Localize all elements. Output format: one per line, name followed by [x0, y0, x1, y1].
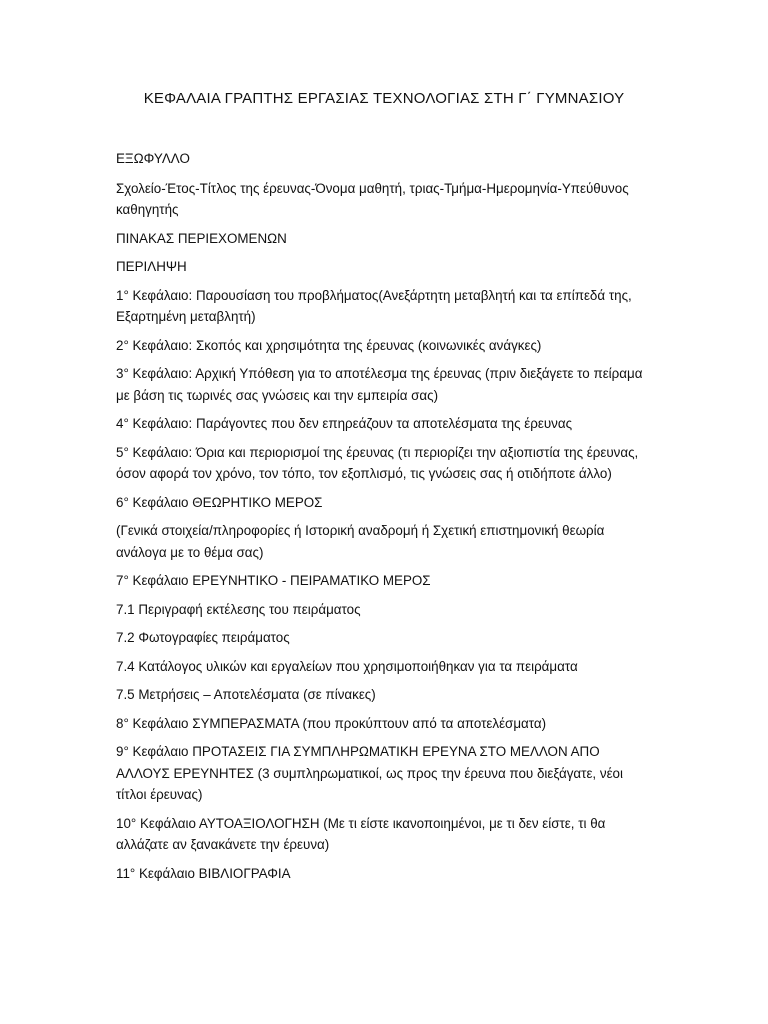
chapter-3: 3° Κεφάλαιο: Αρχική Υπόθεση για το αποτέλεσμα της έρευνας (πριν διεξάγετε το πείραμα με βάση τις τωρινές σας γνώσεις και την εμπειρία σας) [116, 366, 643, 403]
section-abstract: ΠΕΡΙΛΗΨΗ [116, 259, 187, 274]
section-cover: ΕΞΩΦΥΛΛΟ [116, 151, 190, 166]
document-body [116, 148, 656, 891]
chapter-1: 1° Κεφάλαιο: Παρουσίαση του προβλήματος(Ανεξάρτητη μεταβλητή και τα επίπεδά της, Εξαρτημένη μεταβλητή) [116, 287, 632, 324]
chapter-5: 5° Κεφάλαιο: Όρια και περιορισμοί της έρευνας (τι περιορίζει την αξιοπιστία της έρευνας, όσον αφορά τον χρόνο, τον τόπο, τον εξοπλισμό, τις γνώσεις σας ή οτιδήποτε άλλο) [116, 444, 639, 481]
chapter-4: 4° Κεφάλαιο: Παράγοντες που δεν επηρεάζουν τα αποτελέσματα της έρευνας [116, 416, 573, 431]
section-7-1: 7.1 Περιγραφή εκτέλεσης του πειράματος [116, 601, 361, 617]
chapter-11: 11° Κεφάλαιο ΒΙΒΛΙΟΓΡΑΦΙΑ [116, 865, 291, 881]
chapter-6: 6° Κεφάλαιο ΘΕΩΡΗΤΙΚΟ ΜΕΡΟΣ [116, 494, 323, 510]
chapter-7: 7° Κεφάλαιο ΕΡΕΥΝΗΤΙΚΟ - ΠΕΙΡΑΜΑΤΙΚΟ ΜΕΡΟΣ [116, 573, 431, 588]
section-7-4: 7.4 Κατάλογος υλικών και εργαλείων που χρησιμοποιήθηκαν για τα πειράματα [116, 658, 578, 674]
section-table-of-contents: ΠΙΝΑΚΑΣ ΠΕΡΙΕΧΟΜΕΝΩΝ [116, 230, 287, 246]
chapter-10: 10° Κεφάλαιο ΑΥΤΟΑΞΙΟΛΟΓΗΣΗ (Με τι είστε ικανοποιημένοι, με τι δεν είστε, τι θα αλλάζατε αν ξανακάνετε την έρευνα) [116, 815, 606, 852]
chapter-6-description: (Γενικά στοιχεία/πληροφορίες ή Ιστορική αναδρομή ή Σχετική επιστημονική θεωρία ανάλογα με το θέμα σας) [116, 523, 605, 560]
section-7-5: 7.5 Μετρήσεις – Αποτελέσματα (σε πίνακες) [116, 687, 376, 702]
document-title: ΚΕΦΑΛΑΙΑ ΓΡΑΠΤΗΣ ΕΡΓΑΣΙΑΣ ΤΕΧΝΟΛΟΓΙΑΣ ΣΤΗ Γ΄ ΓΥΜΝΑΣΙΟΥ [143, 90, 625, 107]
cover-details: Σχολείο-Έτος-Τίτλος της έρευνας-Όνομα μαθητή, τριας-Τμήμα-Ημερομηνία-Υπεύθυνος καθηγητής [116, 180, 629, 217]
section-7-2: 7.2 Φωτογραφίες πειράματος [116, 630, 290, 645]
chapter-8: 8° Κεφάλαιο ΣΥΜΠΕΡΑΣΜΑΤΑ (που προκύπτουν από τα αποτελέσματα) [116, 715, 547, 731]
chapter-2: 2° Κεφάλαιο: Σκοπός και χρησιμότητα της έρευνας (κοινωνικές ανάγκες) [116, 337, 542, 353]
chapter-9: 9° Κεφάλαιο ΠΡΟΤΑΣΕΙΣ ΓΙΑ ΣΥΜΠΛΗΡΩΜΑΤΙΚΗ ΕΡΕΥΝΑ ΣΤΟ ΜΕΛΛΟΝ ΑΠΟ ΑΛΛΟΥΣ ΕΡΕΥΝΗΤΕΣ (3 συμπληρωματικοί, ως προς την έρευνα που διεξάγατε, νέοι τίτλοι έρευνας) [116, 744, 623, 802]
